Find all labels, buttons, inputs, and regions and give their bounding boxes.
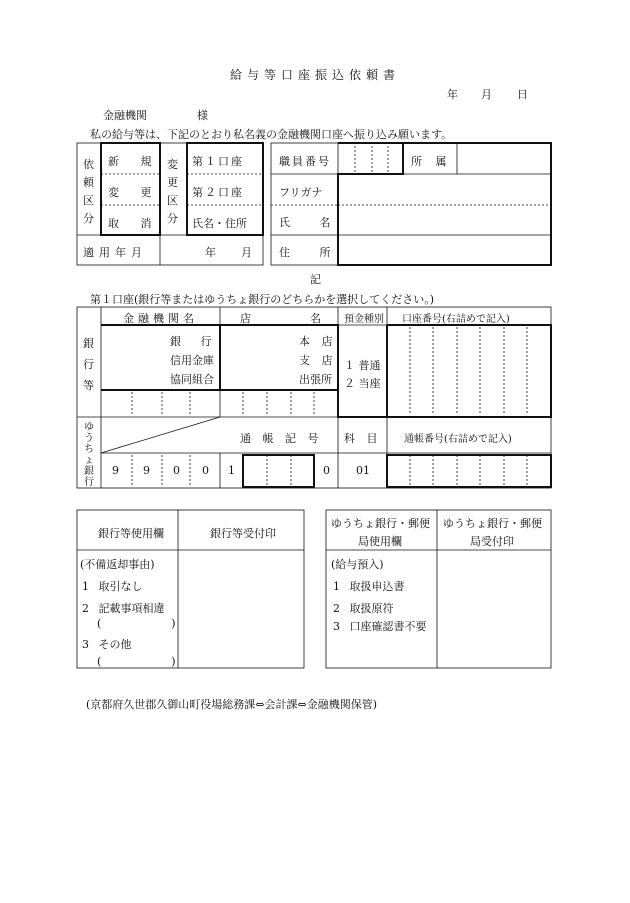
option-new[interactable]: 新 規 bbox=[108, 155, 152, 168]
name-label: 氏 名 bbox=[279, 216, 331, 229]
type-savings[interactable]: １ 普通 bbox=[344, 359, 381, 372]
henko-kubun-3: 区 bbox=[167, 194, 178, 207]
code-digit-1: 9 bbox=[112, 464, 119, 477]
irai-kubun-1: 依 bbox=[83, 158, 94, 171]
yucho-use-header-2: 局使用欄 bbox=[358, 535, 402, 548]
henko-kubun-2: 更 bbox=[167, 176, 178, 189]
passbook-symbol-header: 通 帳 記 号 bbox=[240, 432, 319, 445]
code-digit-4: 0 bbox=[202, 464, 209, 477]
change-account1[interactable]: 第１口座 bbox=[192, 155, 244, 168]
change-account2[interactable]: 第２口座 bbox=[192, 186, 244, 199]
option-cancel[interactable]: 取 消 bbox=[108, 217, 152, 230]
kind-shinkin[interactable]: 信用金庫 bbox=[170, 354, 214, 367]
tekiyo-label: 適用年月 bbox=[83, 246, 147, 259]
yucho-side-6: 行 bbox=[84, 477, 94, 488]
ki-label: 記 bbox=[310, 273, 321, 286]
bank-stamp-header: 銀行等受付印 bbox=[210, 527, 276, 540]
furigana-label: フリガナ bbox=[279, 186, 323, 199]
date-year-label: 年 bbox=[447, 88, 458, 101]
yucho-item-3: 3 口座確認書不要 bbox=[333, 620, 427, 633]
bank-side-1: 銀 bbox=[83, 337, 94, 350]
address-label: 住 所 bbox=[279, 246, 331, 259]
yucho-item-2: 2 取扱原符 bbox=[333, 602, 394, 615]
account1-heading: 第１口座(銀行等またはゆうちょ銀行のどちらかを選択してください。) bbox=[90, 293, 435, 306]
intro-text: 私の給与等は、下記のとおり私名義の金融機関口座へ振り込み願います。 bbox=[90, 128, 453, 141]
account-no-header: 口座番号(右詰めで記入) bbox=[402, 314, 510, 325]
return-reason-title: (不備返却事由) bbox=[80, 558, 155, 571]
staff-no-label: 職員番号 bbox=[279, 155, 331, 168]
deposit-type-header: 預金種別 bbox=[344, 314, 384, 325]
branch-main[interactable]: 本 店 bbox=[299, 335, 333, 348]
henko-kubun-4: 分 bbox=[167, 212, 178, 225]
code-digit-3: 0 bbox=[173, 464, 180, 477]
branch-office[interactable]: 出張所 bbox=[299, 373, 332, 386]
bank-name-header: 金融機関名 bbox=[123, 312, 198, 325]
code-digit-2: 9 bbox=[143, 464, 150, 477]
change-name-address[interactable]: 氏名・住所 bbox=[192, 217, 247, 230]
type-checking[interactable]: ２ 当座 bbox=[344, 377, 381, 390]
branch-header-b: 名 bbox=[310, 312, 321, 325]
bank-side-3: 等 bbox=[83, 379, 94, 392]
tekiyo-month-label: 月 bbox=[241, 246, 252, 259]
yucho-stamp-header-1: ゆうちょ銀行・郵便 bbox=[443, 517, 542, 530]
yucho-use-header-1: ゆうちょ銀行・郵便 bbox=[331, 517, 430, 530]
date-day-label: 日 bbox=[517, 88, 528, 101]
irai-kubun-2: 頼 bbox=[83, 176, 94, 189]
kind-bank[interactable]: 銀 行 bbox=[170, 335, 212, 348]
bank-side-2: 行 bbox=[83, 358, 94, 371]
bank-use-header: 銀行等使用欄 bbox=[98, 527, 164, 540]
irai-kubun-4: 分 bbox=[83, 212, 94, 225]
irai-kubun-3: 区 bbox=[83, 194, 94, 207]
sama-label: 様 bbox=[197, 109, 208, 122]
yucho-stamp-header-2: 局受付印 bbox=[470, 535, 514, 548]
yucho-side-5: 銀 bbox=[84, 466, 94, 477]
date-month-label: 月 bbox=[481, 88, 492, 101]
reason-mismatch: 2 記載事項相違 bbox=[82, 602, 165, 615]
yucho-side-1: ゆ bbox=[84, 422, 94, 433]
reason-no-transaction: 1 取引なし bbox=[82, 580, 143, 593]
yucho-side-2: う bbox=[84, 433, 94, 444]
reason-paren-1: ( ) bbox=[97, 617, 176, 630]
reason-paren-2: ( ) bbox=[97, 655, 176, 668]
branch-header-a: 店 bbox=[240, 312, 251, 325]
branch-branch[interactable]: 支 店 bbox=[299, 354, 333, 367]
henko-kubun-1: 変 bbox=[167, 158, 178, 171]
tekiyo-year-label: 年 bbox=[205, 246, 216, 259]
passbook-number-header: 通帳番号(右詰めで記入) bbox=[404, 434, 512, 445]
yucho-item-1: 1 取扱申込書 bbox=[333, 580, 405, 593]
yucho-side-4: ょ bbox=[84, 455, 94, 466]
kind-kyodo[interactable]: 協同組合 bbox=[170, 373, 214, 386]
bank-addressee-label: 金融機関 bbox=[103, 109, 147, 122]
passbook-digit-1: 1 bbox=[228, 464, 235, 477]
item-code: 01 bbox=[356, 464, 370, 477]
item-header: 科 目 bbox=[344, 432, 378, 445]
option-change[interactable]: 変 更 bbox=[108, 186, 152, 199]
salary-deposit-title: (給与預入) bbox=[331, 558, 384, 571]
footer-note: (京都府久世郡久御山町役場総務課⇔会計課⇔金融機関保管) bbox=[86, 698, 378, 711]
form-title: 給与等口座振込依頼書 bbox=[230, 68, 401, 82]
yucho-side-3: ち bbox=[84, 444, 94, 455]
shozoku-label: 所 属 bbox=[411, 155, 447, 168]
reason-other: 3 その他 bbox=[82, 638, 132, 651]
passbook-digit-0: 0 bbox=[323, 464, 330, 477]
